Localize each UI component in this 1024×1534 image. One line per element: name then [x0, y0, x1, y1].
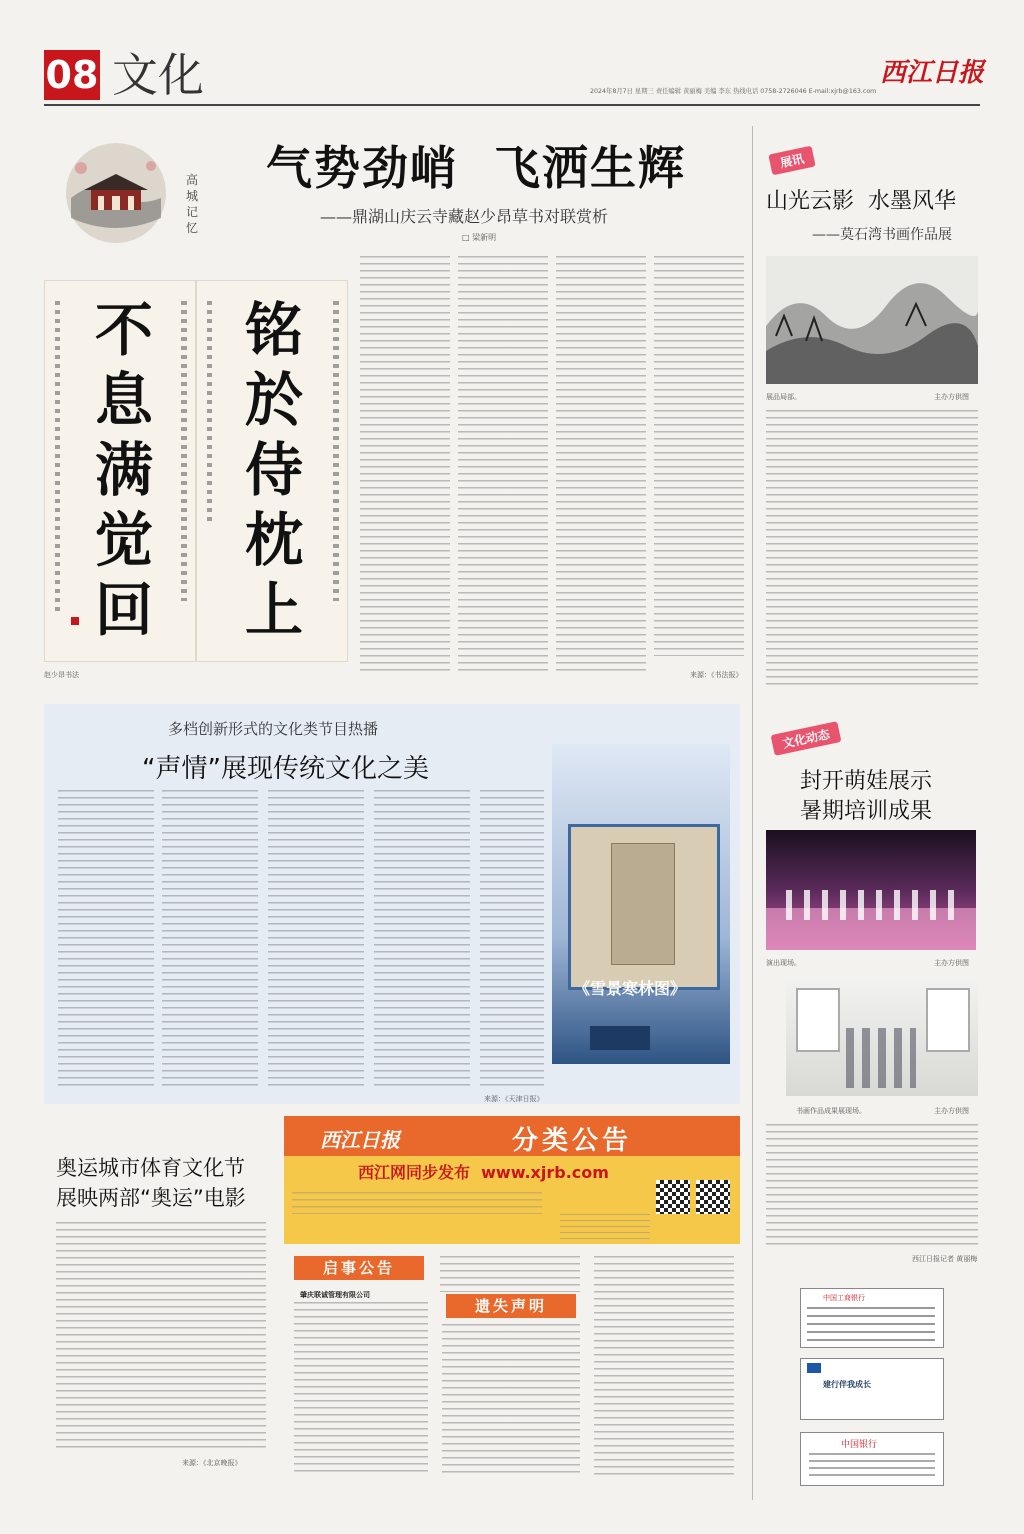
masthead: 西江日报 — [880, 58, 985, 88]
side2-title-line2: 暑期培训成果 — [800, 799, 933, 824]
feature-body-col5 — [480, 790, 544, 1090]
calligraphy-text-right: 铭於侍枕上 — [245, 296, 304, 644]
exhibition-photo — [786, 978, 978, 1096]
bottom-left-title-1: 奥运城市体育文化节 — [56, 1156, 245, 1180]
side2-body — [766, 1124, 978, 1250]
feature-title: “声情”展现传统文化之美 — [142, 754, 429, 784]
qr-code-2[interactable] — [696, 1180, 730, 1214]
ad-icbc[interactable] — [800, 1288, 944, 1348]
calligraphy-scroll-right — [196, 280, 348, 662]
main-source: 来源：《书法报》 — [690, 671, 743, 679]
feature-body-col3 — [268, 790, 364, 1090]
side1-photo-caption: 展品局部。 — [766, 393, 801, 401]
feature-source: 来源：《天津日报》 — [484, 1095, 544, 1103]
dateline: 2024年8月7日 星期三 责任编辑 黄丽梅 美编 李东 热线电话 0758-2726046 E-mail:xjrb@163.com — [590, 88, 877, 95]
byline: □ 梁新明 — [462, 233, 497, 242]
side1-subtitle: ——莫石湾书画作品展 — [812, 227, 952, 243]
notice-middle-top — [440, 1256, 580, 1292]
header-rule — [44, 104, 980, 106]
column-label: 高城记忆 — [186, 173, 199, 235]
main-body-col2 — [458, 256, 548, 676]
main-body-col3 — [556, 256, 646, 676]
notice-right-body — [594, 1256, 734, 1476]
tag-exhibition: 展讯 — [768, 146, 815, 176]
main-body-col1 — [360, 256, 450, 676]
side2-photo2-credit: 主办方供图 — [934, 1107, 969, 1115]
ad-boc[interactable] — [800, 1432, 944, 1486]
classifieds-masthead: 西江日报 — [320, 1128, 400, 1152]
page-number: 08 — [44, 50, 100, 100]
poster-label: 《雪景寒林图》 — [574, 979, 687, 998]
classifieds-title: 分类公告 — [512, 1126, 633, 1156]
tag-culture-news: 文化动态 — [771, 721, 842, 756]
bottom-left-source: 来源：《北京晚报》 — [182, 1459, 242, 1467]
side1-photo-credit: 主办方供图 — [934, 393, 969, 401]
feature-body-col2 — [162, 790, 258, 1090]
notice2-head: 遗失声明 — [446, 1294, 576, 1318]
ad-ccb-text: 建行伴我成长 — [823, 1380, 871, 1389]
ad-icbc-text: 中国工商银行 — [823, 1294, 865, 1302]
feature-body-col1 — [58, 790, 154, 1090]
notice2-body — [442, 1324, 580, 1476]
notice1-body — [294, 1302, 428, 1476]
ad-ccb[interactable] — [800, 1358, 944, 1420]
column-divider — [752, 126, 753, 1500]
classifieds-contact — [292, 1192, 542, 1214]
calligraphy-text-left: 不息满觉回 — [95, 296, 154, 644]
pavilion-illustration — [56, 138, 176, 248]
side2-photo1-credit: 主办方供图 — [934, 959, 969, 967]
side1-body — [766, 410, 978, 690]
stage-photo — [766, 830, 976, 950]
feature-body-col4 — [374, 790, 470, 1090]
bottom-left-title-2: 展映两部“奥运”电影 — [56, 1186, 246, 1210]
classifieds-site-line: 西江网同步发布 www.xjrb.com — [358, 1163, 609, 1182]
calligraphy-scroll-left — [44, 280, 196, 662]
ad-boc-text: 中国银行 — [841, 1440, 878, 1450]
main-title: 气势劲峭 飞洒生辉 — [266, 141, 687, 195]
main-subtitle: ——鼎湖山庆云寺藏赵少昂草书对联赏析 — [320, 207, 609, 226]
notice1-head: 启事公告 — [294, 1256, 424, 1280]
side2-source: 西江日报记者 黄丽梅 — [912, 1255, 978, 1263]
calligraphy-credit: 赵少昂书法 — [44, 671, 79, 679]
ink-landscape-photo — [766, 256, 978, 384]
bottom-left-body — [56, 1222, 266, 1452]
side2-photo2-caption: 书画作品成果展现场。 — [796, 1107, 866, 1115]
program-poster — [552, 744, 730, 1064]
feature-kicker: 多档创新形式的文化类节目热播 — [168, 720, 379, 738]
qr-code-1[interactable] — [656, 1180, 690, 1214]
side2-photo1-caption: 演出现场。 — [766, 959, 801, 967]
side2-title-line1: 封开萌娃展示 — [800, 769, 933, 794]
notice1-company: 肇庆联诚管理有限公司 — [300, 1291, 370, 1299]
classifieds-table-image — [560, 1214, 650, 1240]
main-body-col4 — [654, 256, 744, 656]
side1-title: 山光云影 水墨风华 — [766, 189, 956, 214]
section-title: 文化 — [112, 48, 204, 102]
